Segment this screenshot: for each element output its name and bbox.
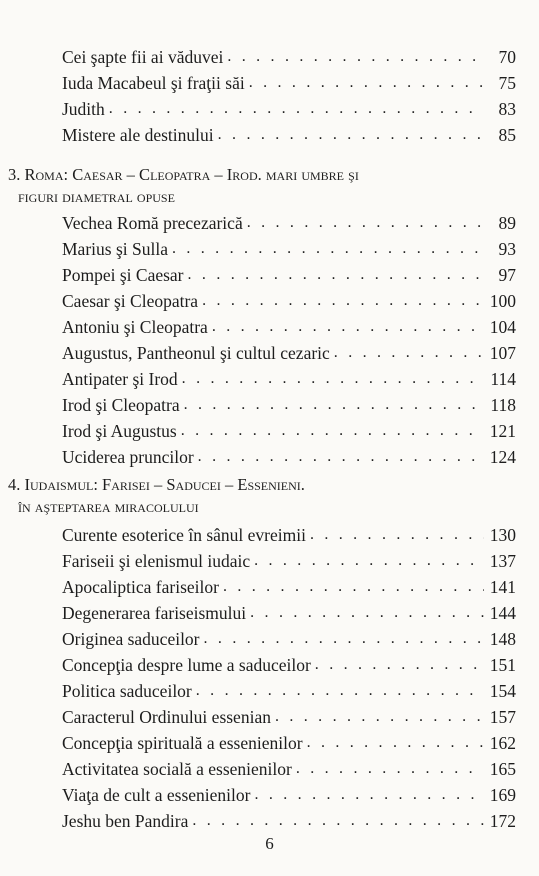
toc-entry-title: Irod şi Cleopatra [62,395,180,415]
dot-leader [227,46,484,68]
chapter-3-heading [8,164,528,208]
dot-leader [181,420,484,442]
toc-entry-title: Curente esoterice în sânul evreimii [62,525,306,545]
dot-leader [250,602,484,624]
dot-leader [202,290,484,312]
dot-leader [198,446,484,468]
toc-entry-page: 85 [498,125,516,145]
dot-leader [275,706,484,728]
toc-entry-page: 130 [489,525,516,545]
toc-entry [62,572,516,598]
toc-entry-title: Jeshu ben Pandira [62,811,189,831]
dot-leader [184,394,484,416]
dot-leader [247,212,484,234]
toc-entry-page: 124 [489,447,516,467]
toc-entry [62,338,516,364]
toc-entry-title: Cei şapte fii ai văduvei [62,47,224,67]
toc-entry-page: 93 [498,239,516,259]
toc-entry [62,312,516,338]
toc-entry-page: 151 [489,655,516,675]
chapter-4-heading [8,474,528,518]
dot-leader [315,654,484,676]
toc-entry-page: 144 [489,603,516,623]
toc-entry-title: Pompei şi Caesar [62,265,184,285]
toc-entry-title: Augustus, Pantheonul şi cultul cezaric [62,343,330,363]
toc-entry [62,546,516,572]
chapter-heading-line1: 3. Roma: Caesar – Cleopatra – Irod. mari umbre şi [8,165,359,184]
dot-leader [196,680,484,702]
toc-entry [62,702,516,728]
toc-entry-title: Viaţa de cult a essenienilor [62,785,251,805]
toc-entry-page: 118 [490,395,516,415]
toc-entry-page: 141 [489,577,516,597]
intro-entries [0,42,539,146]
dot-leader [296,758,484,780]
toc-entry [62,624,516,650]
toc-entry [62,68,516,94]
toc-entry-page: 114 [490,369,516,389]
toc-entry [62,94,516,120]
toc-entry-page: 172 [489,811,516,831]
toc-entry-title: Politica saduceilor [62,681,192,701]
toc-entry-title: Concepţia spirituală a essenienilor [62,733,303,753]
toc-entry-page: 165 [489,759,516,779]
toc-entry [62,416,516,442]
toc-entry-page: 169 [489,785,516,805]
toc-entry [62,364,516,390]
toc-entry-title: Irod şi Augustus [62,421,177,441]
dot-leader [182,368,484,390]
dot-leader [109,98,484,120]
toc-entry-page: 83 [498,99,516,119]
toc-entry-page: 154 [489,681,516,701]
toc-entry-title: Antoniu şi Cleopatra [62,317,208,337]
toc-entry [62,754,516,780]
toc-entry-title: Uciderea pruncilor [62,447,194,467]
toc-entry [62,442,516,468]
toc-entry [62,208,516,234]
chapter-heading-line2: figuri diametral opuse [18,187,175,206]
toc-entry [62,234,516,260]
toc-entry [62,390,516,416]
toc-entry-page: 100 [489,291,516,311]
dot-leader [334,342,484,364]
toc-entry-title: Iuda Macabeul şi fraţii săi [62,73,245,93]
toc-entry-title: Degenerarea fariseismului [62,603,247,623]
dot-leader [188,264,484,286]
dot-leader [212,316,484,338]
toc-entry-title: Mistere ale destinului [62,125,214,145]
toc-entry [62,780,516,806]
toc-entry [62,520,516,546]
toc-entry-page: 157 [489,707,516,727]
chapter-4-entries [0,520,539,832]
toc-entry-page: 121 [489,421,516,441]
dot-leader [223,576,484,598]
dot-leader [204,628,484,650]
toc-entry-title: Caracterul Ordinului essenian [62,707,271,727]
dot-leader [172,238,484,260]
chapter-heading-line1: 4. Iudaismul: Farisei – Saducei – Essenieni. [8,475,305,494]
dot-leader [192,810,483,832]
toc-entry [62,676,516,702]
page-number: 6 [265,834,274,853]
toc-entry-title: Concepţia despre lume a saduceilor [62,655,311,675]
toc-entry-title: Originea saduceilor [62,629,200,649]
toc-entry [62,650,516,676]
dot-leader [249,72,484,94]
toc-entry-page: 70 [498,47,516,67]
toc-entry-page: 107 [489,343,516,363]
toc-entry-title: Judith [62,99,105,119]
toc-entry-title: Apocaliptica fariseilor [62,577,219,597]
toc-entry-page: 137 [489,551,516,571]
toc-entry-title: Vechea Romă precezarică [62,213,243,233]
toc-entry-page: 148 [489,629,516,649]
toc-entry-title: Activitatea socială a essenienilor [62,759,292,779]
toc-entry [62,42,516,68]
toc-entry [62,806,516,832]
toc-entry-title: Caesar şi Cleopatra [62,291,199,311]
toc-entry-title: Marius şi Sulla [62,239,168,259]
toc-entry-title: Fariseii şi elenismul iudaic [62,551,251,571]
toc-entry [62,598,516,624]
toc-entry-page: 75 [498,73,516,93]
toc-entry-page: 162 [489,733,516,753]
toc-entry [62,260,516,286]
dot-leader [218,124,484,146]
toc-entry [62,286,516,312]
toc-entry [62,728,516,754]
dot-leader [310,524,484,546]
toc-entry-page: 97 [498,265,516,285]
toc-entry [62,120,516,146]
chapter-heading-line2: în aşteptarea miracolului [18,497,199,516]
dot-leader [307,732,484,754]
dot-leader [254,550,484,572]
dot-leader [254,784,483,806]
toc-entry-title: Antipater şi Irod [62,369,178,389]
toc-entry-page: 104 [489,317,516,337]
chapter-3-entries [0,208,539,468]
toc-entry-page: 89 [498,213,516,233]
